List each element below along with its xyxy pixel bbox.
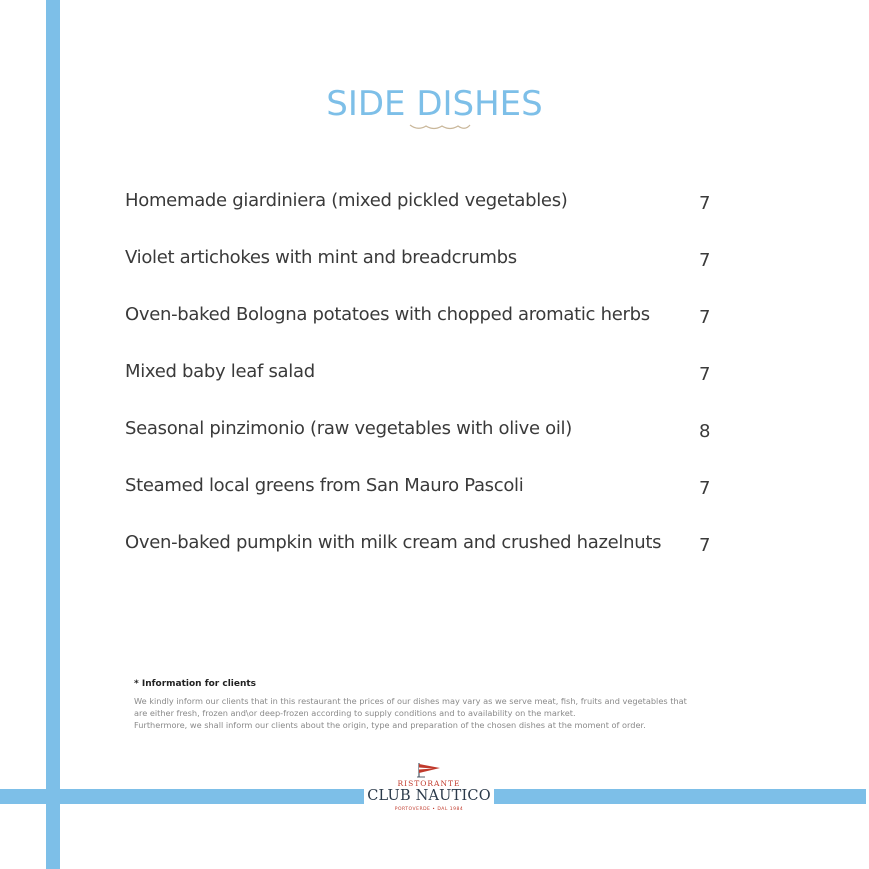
dish-price: 7: [699, 250, 711, 271]
dish-name: Seasonal pinzimonio (raw vegetables with olive oil): [125, 418, 572, 439]
menu-item: [125, 361, 725, 391]
dish-price: 7: [699, 535, 711, 556]
logo-club-nautico: CLUB NAUTICO: [367, 788, 491, 804]
dish-price: 7: [699, 193, 711, 214]
dish-price: 7: [699, 307, 711, 328]
dish-name: Steamed local greens from San Mauro Pascoli: [125, 475, 524, 496]
logo-tagline: PORTOVERDE • DAL 1984: [394, 807, 464, 812]
info-line: We kindly inform our clients that in this restaurant the prices of our dishes may vary as we serve meat, fish, fruits and vegetables that: [134, 696, 687, 706]
bottom-stripe-right: [494, 789, 866, 804]
title-wave-ornament: [408, 121, 472, 133]
dish-price: 7: [699, 364, 711, 385]
client-information: [134, 679, 754, 731]
dish-name: Violet artichokes with mint and breadcrumbs: [125, 247, 517, 268]
menu-item: [125, 418, 725, 448]
dish-name: Homemade giardiniera (mixed pickled vegetables): [125, 190, 568, 211]
dish-name: Oven-baked pumpkin with milk cream and crushed hazelnuts: [125, 532, 662, 553]
dish-price: 7: [699, 478, 711, 499]
menu-item: [125, 475, 725, 505]
menu-item: [125, 190, 725, 220]
burgee-flag-icon: [416, 762, 442, 778]
page-title: SIDE DISHES: [326, 84, 543, 124]
menu-item: [125, 304, 725, 334]
bottom-stripe-left: [0, 789, 364, 804]
dish-price: 8: [699, 421, 711, 442]
info-line: Furthermore, we shall inform our clients about the origin, type and preparation of the chosen dishes at the moment of order.: [134, 720, 646, 730]
menu-item: [125, 532, 725, 562]
info-line: are either fresh, frozen and\or deep-frozen according to supply conditions and to availability on the market.: [134, 708, 576, 718]
logo-ristorante: RISTORANTE: [397, 779, 461, 788]
dish-name: Oven-baked Bologna potatoes with chopped aromatic herbs: [125, 304, 650, 325]
menu-item: [125, 247, 725, 277]
dish-name: Mixed baby leaf salad: [125, 361, 315, 382]
left-vertical-stripe: [46, 0, 60, 869]
info-title: * Information for clients: [134, 679, 257, 689]
restaurant-logo: [364, 760, 494, 820]
